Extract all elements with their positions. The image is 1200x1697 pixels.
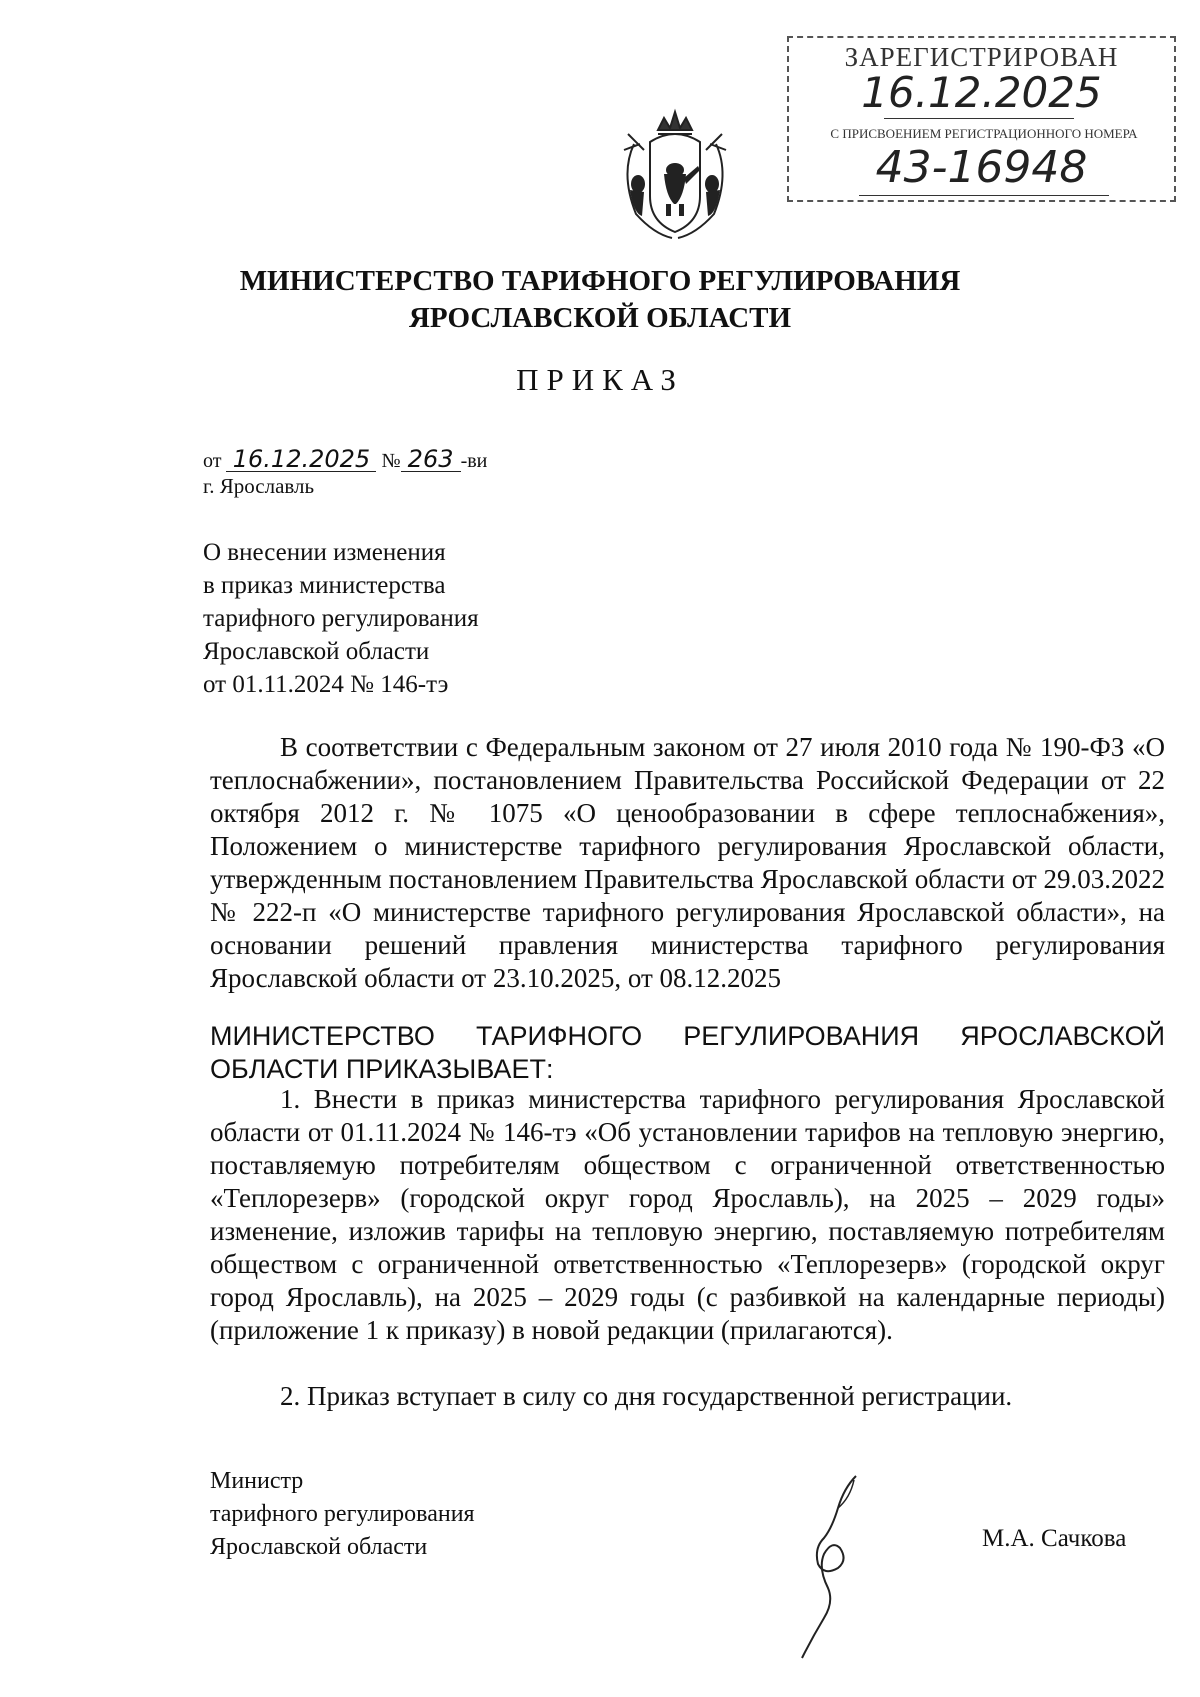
signatory-name: М.А. Сачкова — [982, 1525, 1127, 1552]
order-date: 16.12.2025 — [226, 447, 376, 472]
ministry-heading-line: МИНИСТЕРСТВО ТАРИФНОГО РЕГУЛИРОВАНИЯ — [239, 265, 961, 297]
stamp-date: 16.12.2025 — [861, 68, 1102, 117]
handwritten-signature — [794, 1468, 884, 1668]
ot-label: от — [203, 450, 222, 472]
subject-line: от 01.11.2024 № 146-тэ — [203, 671, 449, 698]
ministry-heading — [0, 263, 1200, 337]
city: г. Ярославль — [203, 474, 315, 498]
subject-line: тарифного регулирования — [203, 605, 479, 632]
stamp-subtitle: С ПРИСВОЕНИЕМ РЕГИСТРАЦИОННОГО НОМЕРА — [830, 126, 1138, 141]
order-number: 263 — [401, 447, 461, 472]
signatory-title-line: Министр — [210, 1468, 304, 1494]
ministry-heading-line: ЯРОСЛАВСКОЙ ОБЛАСТИ — [408, 302, 792, 334]
item-1-paragraph: 1. Внести в приказ министерства тарифного регулирования Ярославской области от 01.11.2024 № 146-тэ «Об установлении тарифов на тепловую энергию, поставляемую потребителям обществом с ограниченной ответственностью «Теплорезерв» (городской округ город Ярославль), на 2025 – 2029 годы» изменение, изложив тарифы на тепловую энергию, поставляемую потребителям обществом с ограниченной ответственностью «Теплорезерв» (городской округ город Ярославль), на 2025 – 2029 годы (с разбивкой на календарные периоды) (приложение 1 к приказу) в новой редакции (прилагаются). — [210, 1084, 1165, 1345]
coat-of-arms-icon — [614, 104, 736, 244]
preamble-paragraph: В соответствии с Федеральным законом от 27 июля 2010 года № 190-ФЗ «О теплоснабжении», постановлением Правительства Российской Федерации от 22 октября 2012 г. № 1075 «О ценообразовании в сфере теплоснабжения», Положением о министерстве тарифного регулирования Ярославской области, утвержденным постановлением Правительства Ярославской области от 29.03.2022 № 222-п «О министерстве тарифного регулирования Ярославской области», на основании решений правления министерства тарифного регулирования Ярославской области от 23.10.2025, от 08.12.2025 — [210, 732, 1165, 993]
order-subject — [203, 536, 479, 701]
subject-line: О внесении изменения — [203, 539, 446, 566]
stamp-registration-number: 43-16948 — [875, 142, 1088, 193]
subject-line: в приказ министерства — [203, 572, 446, 599]
signatory-title-line: тарифного регулирования — [210, 1501, 475, 1527]
stamp-underline — [859, 195, 1109, 196]
document-type: ПРИКАЗ — [516, 362, 684, 397]
item-2-paragraph: 2. Приказ вступает в силу со дня государственной регистрации. — [280, 1381, 1013, 1411]
stamp-title: ЗАРЕГИСТРИРОВАН — [844, 42, 1119, 72]
registration-stamp — [787, 36, 1176, 202]
signatory-title-line: Ярославской области — [210, 1534, 428, 1560]
number-sign: № — [381, 450, 401, 472]
signatory-title — [210, 1465, 475, 1564]
stamp-underline — [884, 118, 1074, 119]
order-number-suffix: -ви — [460, 450, 488, 472]
order-date-number — [203, 447, 487, 473]
order-statement: МИНИСТЕРСТВО ТАРИФНОГО РЕГУЛИРОВАНИЯ ЯРОСЛАВСКОЙ ОБЛАСТИ ПРИКАЗЫВАЕТ: — [210, 1021, 1165, 1084]
subject-line: Ярославской области — [203, 638, 430, 665]
